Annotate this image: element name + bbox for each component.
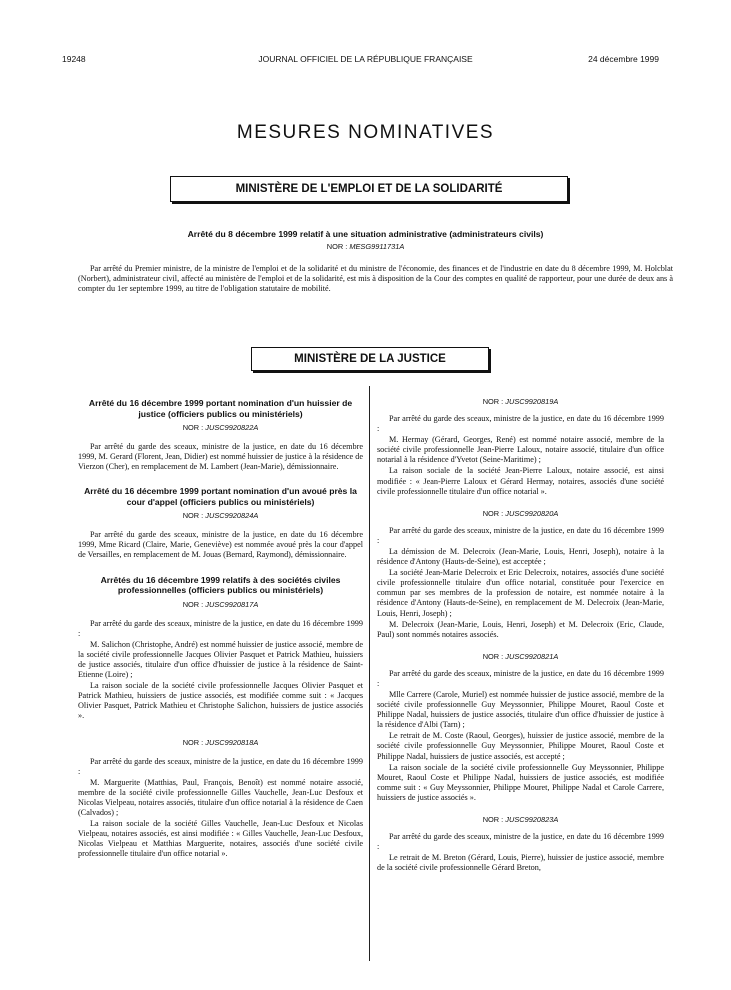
- decree-text: Par arrêté du garde des sceaux, ministre de la justice, en date du 16 décembre 1999 :: [377, 414, 664, 434]
- nor-code: MESG9911731A: [349, 242, 405, 251]
- arrete-title-administrateurs: Arrêté du 8 décembre 1999 relatif à une situation administrative (administrateurs civils): [187, 229, 544, 239]
- column-divider: [369, 386, 370, 961]
- arrete-title-societes: Arrêtés du 16 décembre 1999 relatifs à des sociétés civiles professionnelles (officiers publics ou ministériels): [100, 574, 341, 596]
- nor-label: NOR :: [182, 511, 204, 521]
- decree-text: M. Salichon (Christophe, André) est nommé huissier de justice associé, membre de la société civile professionnelle Jacques Olivier Pasquet et Patrick Mathieu, huissiers de justice associés, titulaire d'un office d'huissier de justice à la résidence de Saint-Etienne (Loire) ;: [78, 639, 363, 680]
- nor-label: NOR :: [182, 599, 204, 609]
- nor-label: NOR :: [482, 651, 504, 661]
- decree-text: La raison sociale de la société Jean-Pierre Laloux, notaire associé, est ainsi modifiée : « Jean-Pierre Laloux et Gérard Hermay, notaires, associés d'une société civile professionnelle titulaire d'un office notarial ».: [377, 466, 664, 496]
- decree-text: M. Delecroix (Jean-Marie, Louis, Henri, Joseph) et M. Delecroix (Eric, Claude, Paul) sont nommés notaires associés.: [377, 619, 664, 639]
- ministry-heading-emploi: MINISTÈRE DE L'EMPLOI ET DE LA SOLIDARITÉ: [170, 176, 568, 202]
- decree-text: La raison sociale de la société civile professionnelle Guy Meyssonnier, Philippe Mouret, Raoul Coste et Philippe Nadal, huissiers de justice associés, est modifiée comme suit : « Guy Meyssonnier, Philippe Mouret, Philippe Nadal et Carole Carrere, huissiers de justice associés ».: [377, 762, 664, 802]
- nor-line: [377, 397, 664, 406]
- decree-text: Par arrêté du garde des sceaux, ministre de la justice, en date du 16 décembre 1999 :: [377, 525, 664, 545]
- nor-code: JUSC9920817A: [205, 599, 259, 609]
- nor-label: NOR :: [482, 397, 504, 406]
- nor-code: JUSC9920824A: [205, 511, 259, 521]
- decree-text: La démission de M. Delecroix (Jean-Marie, Louis, Henri, Joseph), notaire à la résidence d'Antony (Hauts-de-Seine), est acceptée ;: [377, 546, 664, 567]
- nor-line: [377, 509, 664, 518]
- decree-text: Par arrêté du garde des sceaux, ministre de la justice, en date du 16 décembre 1999, Mme Ricard (Claire, Marie, Geneviève) est nommée avoué près la cour d'appel de Versailles, en remplacement de M. Jouas (Bernard, Raymond), démissionnaire.: [78, 530, 363, 560]
- nor-label: NOR :: [182, 423, 204, 432]
- arrete-title-avoue: Arrêté du 16 décembre 1999 portant nomination d'un avoué près la cour d'appel (officiers publics ou ministériels): [84, 486, 357, 507]
- nor-line: [78, 600, 363, 609]
- page-title: MESURES NOMINATIVES: [236, 122, 495, 143]
- nor-code: JUSC9920819A: [505, 397, 559, 406]
- nor-code: JUSC9920823A: [505, 815, 559, 824]
- right-column: [377, 397, 664, 874]
- decree-text: Par arrêté du Premier ministre, de la ministre de l'emploi et de la solidarité et du ministre de l'économie, des finances et de l'industrie en date du 8 décembre 1999, M. Holcblat (Norbert), administrateur civil, affecté au ministère de l'emploi et de la solidarité, est mis à disposition de la Cour des comptes en qualité de rapporteur, pour une durée de deux ans à compter du 1er septembre 1999, au titre de l'obligation statutaire de mobilité.: [78, 264, 673, 294]
- decree-text: Par arrêté du garde des sceaux, ministre de la justice, en date du 16 décembre 1999, M. Gerard (Florent, Jean, Didier) est nommé huissier de justice à la résidence de Vierzon (Cher), en remplacement de M. Lambert (Jean-Marie), démissionnaire.: [78, 442, 363, 472]
- page-number: 19248: [62, 54, 86, 64]
- nor-code: JUSC9920820A: [505, 508, 559, 518]
- nor-code: JUSC9920821A: [505, 651, 559, 661]
- decree-text: Mlle Carrere (Carole, Muriel) est nommée huissier de justice associé, membre de la société civile professionnelle Guy Meyssonnier, Philippe Mouret, Raoul Coste et Philippe Nadal, huissiers de justice associés, titulaire d'un office d'huissier de justice à la résidence d'Albi (Tarn) ;: [377, 689, 664, 730]
- arrete-title-huissier: Arrêté du 16 décembre 1999 portant nomination d'un huissier de justice (officiers publics ou ministériels): [88, 398, 353, 419]
- nor-label: NOR :: [326, 242, 348, 251]
- nor-line: [60, 242, 671, 251]
- issue-date: 24 décembre 1999: [588, 54, 659, 64]
- nor-line: [78, 423, 363, 432]
- decree-text: M. Hermay (Gérard, Georges, René) est nommé notaire associé, membre de la société civile professionnelle Jean-Pierre Laloux, notaire associé, titulaire d'un office notarial à la résidence d'Yvetot (Seine-Maritime) ;: [377, 435, 664, 465]
- journal-title: JOURNAL OFFICIEL DE LA RÉPUBLIQUE FRANÇAISE: [258, 54, 473, 64]
- nor-line: [78, 738, 363, 747]
- nor-code: JUSC9920818A: [205, 737, 259, 747]
- decree-text: Le retrait de M. Breton (Gérard, Louis, Pierre), huissier de justice associé, membre de la société civile professionnelle Gérard Breton,: [377, 853, 664, 873]
- nor-line: [78, 511, 363, 520]
- ministry-heading-justice: MINISTÈRE DE LA JUSTICE: [251, 347, 489, 371]
- left-column: [78, 398, 363, 860]
- decree-text: Par arrêté du garde des sceaux, ministre de la justice, en date du 16 décembre 1999 :: [377, 832, 664, 852]
- nor-line: [377, 652, 664, 661]
- nor-label: NOR :: [482, 815, 504, 824]
- decree-text: Le retrait de M. Coste (Raoul, Georges), huissier de justice associé, membre de la société civile professionnelle Guy Meyssonnier, Philippe Mouret, Raoul Coste et Philippe Nadal, huissiers de justice associés, est accepté ;: [377, 731, 664, 761]
- decree-text: Par arrêté du garde des sceaux, ministre de la justice, en date du 16 décembre 1999 :: [377, 668, 664, 688]
- nor-code: JUSC9920822A: [205, 423, 259, 432]
- nor-label: NOR :: [482, 508, 504, 518]
- decree-text: La société Jean-Marie Delecroix et Eric Delecroix, notaires, associés d'une société civile professionnelle titulaire d'un office notarial, constituée pour l'exercice en commun par ses membres de la profession de notaire, est nommée notaire à la résidence d'Antony (Hauts-de-Seine), en remplacement de M. Delecroix (Jean-Marie, Louis, Henri, Joseph) ;: [377, 568, 664, 618]
- decree-text: Par arrêté du garde des sceaux, ministre de la justice, en date du 16 décembre 1999 :: [78, 618, 363, 638]
- decree-text: La raison sociale de la société civile professionnelle Jacques Olivier Pasquet et Patrick Mathieu, huissiers de justice associés, est modifiée comme suit : « Jacques Olivier Pasquet, Patrick Mathieu et Christophe Salichon, huissiers de justice associés ».: [78, 681, 363, 721]
- decree-text: M. Marguerite (Matthias, Paul, François, Benoît) est nommé notaire associé, membre de la société civile professionnelle Gilles Vauchelle, Jean-Luc Desfoux et Nicolas Vielpeau, notaires associés, titulaire d'un office notarial à la résidence de Caen (Calvados) ;: [78, 777, 363, 817]
- decree-text: Par arrêté du garde des sceaux, ministre de la justice, en date du 16 décembre 1999 :: [78, 756, 363, 776]
- nor-label: NOR :: [182, 737, 204, 747]
- nor-line: [377, 815, 664, 824]
- decree-text: La raison sociale de la société Gilles Vauchelle, Jean-Luc Desfoux et Nicolas Vielpeau, notaires associés, est ainsi modifiée : « Gilles Vauchelle, Jean-Luc Desfoux, Nicolas Vielpeau et Matthias Marguerite, notaires, associés d'une société civile professionnelle titulaire d'un office notarial ».: [78, 819, 363, 859]
